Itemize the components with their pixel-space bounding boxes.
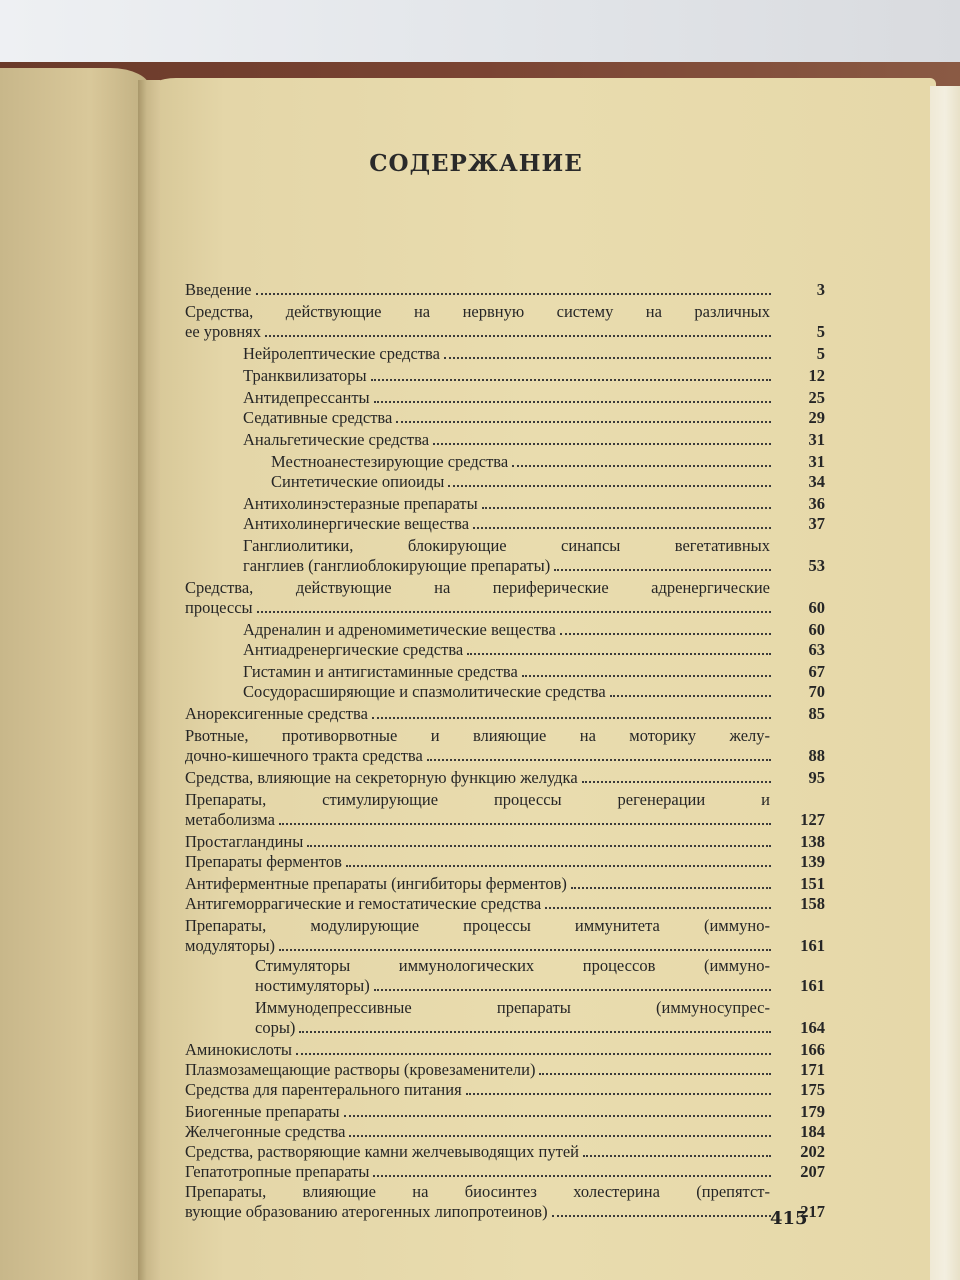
toc-entry-title: Средства для парентерального питания — [185, 1080, 462, 1099]
toc-page-number: 207 — [800, 1162, 825, 1181]
toc-entry — [185, 514, 825, 534]
toc-page-number: 31 — [808, 430, 825, 449]
toc-page-number: 164 — [800, 1018, 825, 1037]
toc-entry — [185, 430, 825, 450]
dot-leader — [349, 1135, 771, 1137]
toc-page-number: 161 — [800, 936, 825, 955]
dot-leader — [346, 865, 771, 867]
toc-entry — [185, 1142, 825, 1162]
toc-entry — [185, 1122, 825, 1142]
toc-entry-title: Местноанестезирующие средства — [271, 452, 509, 471]
toc-entry — [185, 388, 825, 408]
dot-leader — [466, 1093, 771, 1095]
toc-entry — [185, 620, 825, 640]
toc-entry — [185, 894, 825, 914]
toc-entry-title: Препараты ферментов — [185, 852, 342, 871]
toc-entry — [185, 302, 825, 342]
dot-leader — [473, 527, 771, 529]
toc-page-number: 29 — [808, 408, 825, 427]
toc-entry — [185, 536, 825, 576]
toc-page-number: 139 — [800, 852, 825, 871]
toc-entry-title: ее уровнях — [185, 322, 261, 341]
toc-page-number: 179 — [800, 1102, 825, 1121]
toc-entry-title: Препараты, стимулирующие процессы регенерации и — [185, 790, 770, 809]
toc-entry-title: метаболизма — [185, 810, 275, 829]
left-page — [0, 68, 150, 1280]
toc-entry — [185, 916, 825, 956]
toc-entry — [185, 1040, 825, 1060]
toc-page-number: 31 — [808, 452, 825, 471]
toc-entry-title: процессы — [185, 598, 253, 617]
dot-leader — [372, 717, 771, 719]
dot-leader — [373, 1175, 771, 1177]
toc-page-number: 34 — [808, 472, 825, 491]
toc-entry-title: Биогенные препараты — [185, 1102, 340, 1121]
toc-page-number: 60 — [808, 598, 825, 617]
toc-entry-title: Седативные средства — [243, 408, 393, 427]
toc-entry — [185, 768, 825, 788]
toc-entry-title: Синтетические опиоиды — [271, 472, 445, 491]
toc-page-number: 184 — [800, 1122, 825, 1141]
page-title: СОДЕРЖАНИЕ — [369, 150, 583, 177]
toc-entry — [185, 1182, 825, 1222]
dot-leader — [552, 1215, 771, 1217]
dot-leader — [433, 443, 771, 445]
toc-entry — [185, 852, 825, 872]
toc-entry — [185, 366, 825, 386]
toc-entry-title: Антиадренергические средства — [243, 640, 464, 659]
toc-entry-title: Нейролептические средства — [243, 344, 440, 363]
toc-entry — [185, 1162, 825, 1182]
toc-entry-title: Средства, действующие на периферические адренергические — [185, 578, 770, 597]
toc-page-number: 171 — [800, 1060, 825, 1079]
toc-entry — [185, 874, 825, 894]
toc-entry-title: дочно-кишечного тракта средства — [185, 746, 423, 765]
toc-entry-title: Адреналин и адреномиметические вещества — [243, 620, 556, 639]
toc-entry — [185, 1080, 825, 1100]
dot-leader — [371, 379, 771, 381]
dot-leader — [299, 1031, 771, 1033]
toc-page-number: 12 — [808, 366, 825, 385]
toc-entry-title: Стимуляторы иммунологических процессов (иммуно- — [255, 956, 770, 975]
dot-leader — [482, 507, 771, 509]
toc-entry-title: Транквилизаторы — [243, 366, 367, 385]
toc-entry-title: Анорексигенные средства — [185, 704, 368, 723]
dot-leader — [582, 781, 771, 783]
toc-page-number: 88 — [808, 746, 825, 765]
toc-page-number: 3 — [816, 280, 825, 299]
toc-page-number: 138 — [800, 832, 825, 851]
toc-entry-title: Средства, растворяющие камни желчевыводящих путей — [185, 1142, 579, 1161]
toc-entry-title: модуляторы) — [185, 936, 276, 955]
toc-page-number: 158 — [800, 894, 825, 913]
toc-entry-title: Препараты, влияющие на биосинтез холестерина (препятст- — [185, 1182, 770, 1201]
toc-entry-title: Гепатотропные препараты — [185, 1162, 370, 1181]
toc-page-number: 166 — [800, 1040, 825, 1059]
toc-page-number: 175 — [800, 1080, 825, 1099]
toc-entry-title: Антидепрессанты — [243, 388, 370, 407]
dot-leader — [344, 1115, 771, 1117]
toc-page-number: 63 — [808, 640, 825, 659]
toc-entry-title: Анальгетические средства — [243, 430, 430, 449]
dot-leader — [396, 421, 771, 423]
toc-page-number: 53 — [808, 556, 825, 575]
toc-entry — [185, 344, 825, 364]
toc-page-number: 161 — [800, 976, 825, 995]
toc-page-number: 5 — [816, 344, 825, 363]
toc-page-number: 202 — [800, 1142, 825, 1161]
toc-entry-title: вующие образованию атерогенных липопротеинов) — [185, 1202, 548, 1221]
toc-page-number: 151 — [800, 874, 825, 893]
toc-entry-title: Сосудорасширяющие и спазмолитические средства — [243, 682, 606, 701]
toc-entry — [185, 640, 825, 660]
toc-entry — [185, 790, 825, 830]
toc-entry-title: Антигеморрагические и гемостатические средства — [185, 894, 542, 913]
toc-entry-title: соры) — [255, 1018, 296, 1037]
dot-leader — [444, 357, 771, 359]
toc-entry-title: Антиферментные препараты (ингибиторы ферментов) — [185, 874, 567, 893]
toc-entry — [185, 726, 825, 766]
dot-leader — [256, 293, 771, 295]
toc-entry — [185, 1102, 825, 1122]
toc-page-number: 60 — [808, 620, 825, 639]
toc-entry-title: Аминокислоты — [185, 1040, 293, 1059]
dot-leader — [296, 1053, 771, 1055]
toc-entry — [185, 280, 825, 300]
toc-page-number: 5 — [816, 322, 825, 341]
toc-entry — [185, 452, 825, 472]
dot-leader — [560, 633, 771, 635]
toc-entry — [185, 704, 825, 724]
toc-entry-title: Гистамин и антигистаминные средства — [243, 662, 518, 681]
toc-page-number: 95 — [808, 768, 825, 787]
toc-page-number: 127 — [800, 810, 825, 829]
toc-page-number: 217 — [800, 1202, 825, 1221]
dot-leader — [448, 485, 771, 487]
toc-entry — [185, 494, 825, 514]
toc-entry — [185, 578, 825, 618]
toc-page-number: 67 — [808, 662, 825, 681]
toc-entry-title: Введение — [185, 280, 252, 299]
toc-entry — [185, 472, 825, 492]
toc-entry — [185, 998, 825, 1038]
toc-page-number: 36 — [808, 494, 825, 513]
toc-entry — [185, 832, 825, 852]
toc-entry — [185, 682, 825, 702]
toc-entry — [185, 956, 825, 996]
dot-leader — [374, 401, 771, 403]
dot-leader — [307, 845, 771, 847]
dot-leader — [279, 949, 771, 951]
toc-entry-title: Антихолинергические вещества — [243, 514, 470, 533]
toc-entry-title: Антихолинэстеразные препараты — [243, 494, 478, 513]
toc-entry — [185, 1060, 825, 1080]
dot-leader — [539, 1073, 771, 1075]
dot-leader — [467, 653, 771, 655]
toc-entry-title: Плазмозамещающие растворы (кровезаменители) — [185, 1060, 536, 1079]
book-gutter — [138, 80, 160, 1280]
toc-entry-title: Ганглиолитики, блокирующие синапсы вегетативных — [243, 536, 770, 555]
dot-leader — [279, 823, 771, 825]
dot-leader — [374, 989, 771, 991]
toc-entry — [185, 408, 825, 428]
dot-leader — [265, 335, 771, 337]
toc-entry-title: Средства, действующие на нервную систему на различных — [185, 302, 770, 321]
toc-page-number: 37 — [808, 514, 825, 533]
dot-leader — [571, 887, 771, 889]
dot-leader — [554, 569, 771, 571]
dot-leader — [522, 675, 771, 677]
toc-entry — [185, 662, 825, 682]
toc-entry-title: Средства, влияющие на секреторную функцию желудка — [185, 768, 578, 787]
toc-entry-title: Желчегонные средства — [185, 1122, 346, 1141]
page-number: 415 — [770, 1208, 808, 1229]
dot-leader — [512, 465, 771, 467]
toc-page-number: 25 — [808, 388, 825, 407]
toc-entry-title: Иммунодепрессивные препараты (иммуносупрес- — [255, 998, 770, 1017]
dot-leader — [545, 907, 771, 909]
dot-leader — [427, 759, 771, 761]
toc-entry-title: ганглиев (ганглиоблокирующие препараты) — [243, 556, 551, 575]
toc-entry-title: ностимуляторы) — [255, 976, 370, 995]
toc-entry-title: Простагландины — [185, 832, 304, 851]
dot-leader — [257, 611, 771, 613]
toc-entry-title: Рвотные, противорвотные и влияющие на моторику желу- — [185, 726, 770, 745]
toc-entry-title: Препараты, модулирующие процессы иммунитета (иммуно- — [185, 916, 770, 935]
dot-leader — [610, 695, 771, 697]
page-edge-stack — [930, 86, 960, 1280]
toc-page-number: 70 — [808, 682, 825, 701]
toc-page-number: 85 — [808, 704, 825, 723]
dot-leader — [583, 1155, 771, 1157]
